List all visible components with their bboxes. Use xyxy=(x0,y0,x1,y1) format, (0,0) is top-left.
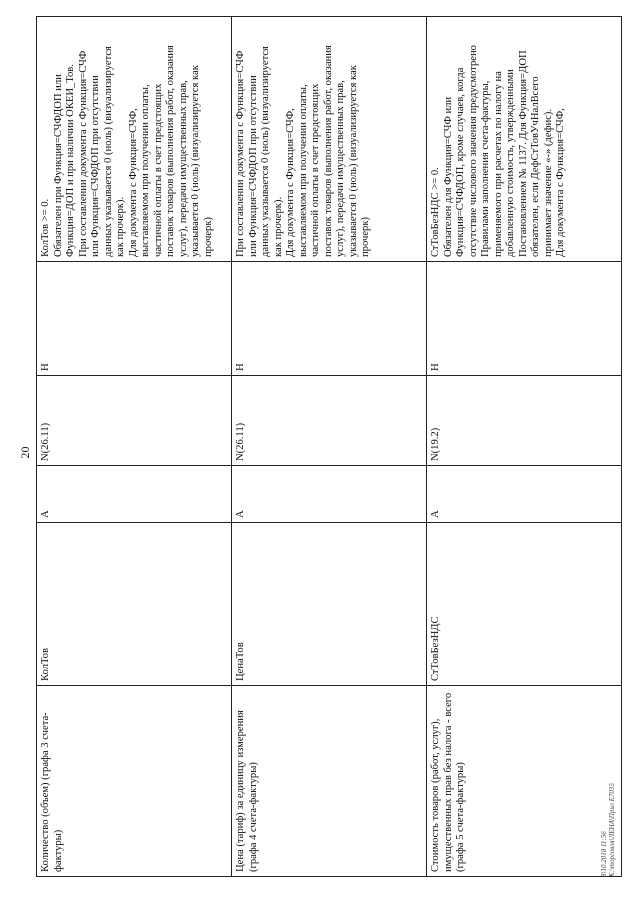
rule-line: КолТов >= 0. xyxy=(40,198,51,257)
element-type-cell: А xyxy=(427,466,622,523)
rule-line: частичной оплаты в счет предстоящих xyxy=(310,83,321,257)
element-format-cell: N(26.11) xyxy=(232,376,427,466)
rule-line: как прочерк). xyxy=(115,196,126,257)
page-number: 20 xyxy=(18,446,32,459)
element-code-cell: КолТов xyxy=(37,523,232,686)
element-rules-cell xyxy=(37,17,232,262)
rule-line: прочерк) xyxy=(202,217,214,257)
element-required-cell: Н xyxy=(427,262,622,376)
element-type-cell: А xyxy=(232,466,427,523)
rule-line: Правилами заполнения счета-фактуры, xyxy=(480,80,491,257)
rule-line: СтТовБезНДС >= 0. xyxy=(430,167,441,257)
element-rules-cell xyxy=(427,17,622,262)
rule-line: Для документа с Функция=СЧФ, xyxy=(285,108,296,257)
element-format-cell: N(19.2) xyxy=(427,376,622,466)
rule-line: или Функция=СЧФДОП при отсутствии xyxy=(90,75,101,257)
element-required-cell: Н xyxy=(37,262,232,376)
rule-line: услуг), передачи имущественных прав, xyxy=(335,80,346,257)
spec-table xyxy=(36,16,622,877)
rule-line: Постановлением № 1137. Для Функция=ДОП xyxy=(517,50,529,257)
element-rules-cell xyxy=(232,17,427,262)
rule-line: выставляемом при получении оплаты, xyxy=(140,84,151,257)
table-row xyxy=(37,17,232,877)
rule-line: При составлении документа с Функция=СЧФ xyxy=(235,50,246,257)
element-name-cell: Количество (объем) (графа 3 счета-фактуры) xyxy=(37,686,232,877)
rule-line: указывается 0 (ноль) (визуализируется как xyxy=(347,65,359,257)
element-format-cell: N(26.11) xyxy=(37,376,232,466)
rule-line: данных указывается 0 (ноль) (визуализируется xyxy=(260,46,271,257)
rule-line: выставляемом при получении оплаты, xyxy=(297,84,309,257)
rule-line: Функция=ДОП и при наличии ОКЕИ_Тов. xyxy=(65,64,76,257)
rule-line: частичной оплаты в счет предстоящих xyxy=(152,83,164,257)
footer-line-date: 8\10.2018 11:56 xyxy=(600,831,608,877)
rule-line: прочерк) xyxy=(360,217,371,257)
rule-line: Для документа с Функция=СЧФ, xyxy=(555,108,566,257)
footer-line-path: К:\торговля\ЛЕНА\Прил Е7035 xyxy=(608,783,617,877)
element-required-cell: Н xyxy=(232,262,427,376)
rule-line: или Функция=СЧФДОП при отсутствии xyxy=(247,75,259,257)
rule-line: отсутствие числового значения предусмотрено xyxy=(467,45,479,257)
rule-line: принимает значение «-» (дефис). xyxy=(542,108,554,257)
table-row xyxy=(427,17,622,877)
element-name-cell: Цена (тариф) за единицу измерения (графа 4 счета-фактуры) xyxy=(232,686,427,877)
rule-line: При составлении документа с Функция=СЧФ xyxy=(77,50,89,257)
rule-line: услуг), передачи имущественных прав, xyxy=(177,80,189,257)
rule-line: указывается 0 (ноль) (визуализируется как xyxy=(190,65,201,257)
rule-line: добавленную стоимость, утвержденными xyxy=(505,69,516,257)
rule-line: обязателен, если ДефСтТовУчНалВсего xyxy=(530,76,541,257)
table-row xyxy=(232,17,427,877)
rule-line: Обязателен для Функция=СЧФ или xyxy=(442,96,454,257)
element-code-cell: СтТовБезНДС xyxy=(427,523,622,686)
rule-line: как прочерк). xyxy=(272,196,284,257)
rule-line: поставок товаров (выполнения работ, оказания xyxy=(165,45,176,257)
element-name-cell: Стоимость товаров (работ, услуг), имущественных прав без налога - всего (графа 5 счета-фактуры) xyxy=(427,686,622,877)
rule-line: Для документа с Функция=СЧФ, xyxy=(127,108,139,257)
rule-line: применяемого при расчетах по налогу на xyxy=(492,71,504,257)
spec-table-body xyxy=(37,17,622,877)
element-code-cell: ЦенаТов xyxy=(232,523,427,686)
rule-line: Функция=СЧФДОП, кроме случаев, когда xyxy=(455,67,466,257)
element-type-cell: А xyxy=(37,466,232,523)
rule-line: Обязателен при Функция=СЧФДОП или xyxy=(52,74,64,257)
rule-line: поставок товаров (выполнения работ, оказания xyxy=(322,45,334,257)
footer-note xyxy=(600,783,617,877)
rule-line: данных указывается 0 (ноль) (визуализируется xyxy=(102,46,114,257)
